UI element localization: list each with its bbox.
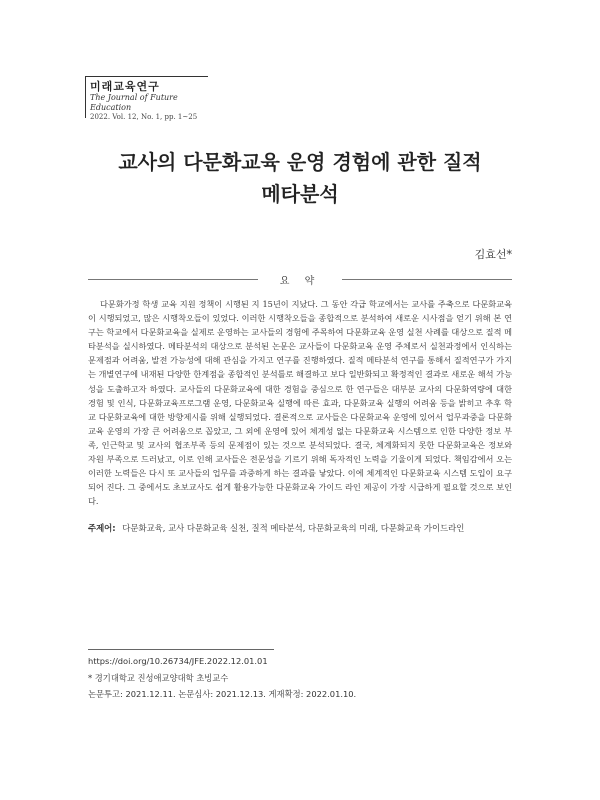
keywords-text: 다문화교육, 교사 다문화교육 실천, 질적 메타분석, 다문화교육의 미래, 다문화교육 가이드라인 bbox=[122, 523, 465, 533]
abstract-heading-label: 요 약 bbox=[279, 276, 321, 287]
abstract-heading bbox=[88, 272, 512, 286]
doi-link[interactable]: https://doi.org/10.26734/JFE.2022.12.01.01 bbox=[88, 656, 268, 666]
paper-title-line2: 메타분석 bbox=[261, 182, 339, 206]
paper-title-line1: 교사의 다문화교육 운영 경험에 관한 질적 bbox=[118, 150, 482, 174]
keywords bbox=[88, 522, 512, 534]
abstract-body: 다문화가정 학생 교육 지원 정책이 시행된 지 15년이 지났다. 그 동안 각급 학교에서는 교사를 주축으로 다문화교육이 시행되었고, 많은 시행착오들이 있었다. 이러한 시행착오들을 종합적으로 분석하여 새로운 시사점을 얻기 위해 본 연구는 학교에서 다문화교육을 실제로 운영하는 교사들의 경험에 주목하여 다문화교육 운영 실천 사례를 대상으로 질적 메타분석을 실시하였다. 메타분석의 대상으로 분석된 논문은 교사들이 다문화교육 운영 주체로서 실천과정에서 인식하는 문제점과 어려움, 발전 가능성에 대해 관심을 가지고 연구를 진행하였다. 질적 메타분석 연구를 통해서 질적연구가 가지는 개별연구에 내재된 다양한 한계점을 종합적인 분석틀로 해결하고 보다 일반화되고 확정적인 결과로 새로운 해석 가능성을 도출하고자 하였다. 교사들의 다문화교육에 대한 경험을 중심으로 한 연구들은 대부분 교사의 다문화역량에 대한 경험 및 인식, 다문화교육프로그램 운영, 다문화교육 실행에 따른 효과, 다문화교육 실행의 어려움 등을 밝히고 추후 학교 다문화교육에 대한 방향제시를 위해 실행되었다. 결론적으로 교사들은 다문화교육 운영에 있어서 업무과중을 다문화교육 운영의 가장 큰 어려움으로 꼽았고, 그 외에 운영에 있어 체계성 없는 다문화교육 시스템으로 인한 다양한 정보 부족, 인근학교 및 교사의 협조부족 등의 문제점이 있는 것으로 분석되었다. 결국, 체계화되지 못한 다문화교육은 정보와 자원 부족으로 드러났고, 이로 인해 교사들은 전문성을 기르기 위해 독자적인 노력을 기울이게 되었다. 책임감에서 오는 이러한 노력들은 다시 또 교사들의 업무를 과중하게 하는 결과를 낳았다. 이에 체계적인 다문화교육 시스템 도입이 요구되어 진다. 그 중에서도 초보교사도 쉽게 활용가능한 다문화교육 가이드 라인 제공이 가장 시급하게 필요할 것으로 보인다. bbox=[88, 299, 512, 507]
footnote-divider bbox=[88, 649, 274, 650]
journal-header bbox=[85, 76, 208, 121]
author: 김효선* bbox=[474, 248, 512, 261]
journal-name-en: The Journal of Future Education bbox=[90, 93, 178, 112]
journal-name-ko: 미래교육연구 bbox=[90, 80, 160, 93]
author-affiliation: * 경기대학교 진성애교양대학 초빙교수 bbox=[88, 673, 229, 683]
journal-volume: 2022. Vol. 12, No. 1, pp. 1~25 bbox=[90, 113, 198, 121]
keywords-label: 주제어: bbox=[88, 523, 116, 533]
submission-dates: 논문투고: 2021.12.11. 논문심사: 2021.12.13. 게재확정: 2022.01.10. bbox=[88, 689, 357, 699]
divider bbox=[342, 279, 512, 280]
